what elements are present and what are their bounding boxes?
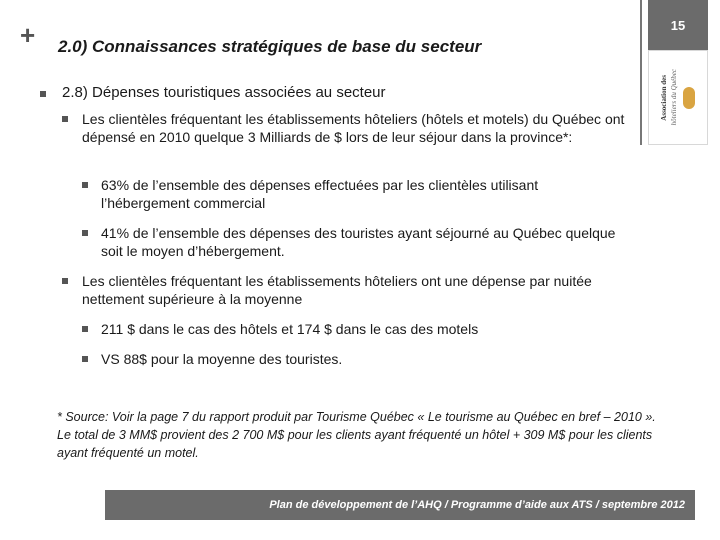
bullet-icon <box>82 230 88 236</box>
page-number <box>648 0 708 50</box>
sub-bullet-2-2: VS 88$ pour la moyenne des touristes. <box>101 351 343 367</box>
bullet-icon <box>62 116 68 122</box>
bullet-icon <box>82 356 88 362</box>
slide-title: 2.0) Connaissances stratégiques de base du secteur <box>58 37 482 56</box>
sub-bullet-1-2: 41% de l’ensemble des dépenses des touristes ayant séjourné au Québec quelque soit le moyen d’hébergement. <box>101 225 616 259</box>
bullet-icon <box>62 278 68 284</box>
footer-text: Plan de développement de l’AHQ / Programme d’aide aux ATS / septembre 2012 <box>269 499 685 511</box>
bullet-text-2: Les clientèles fréquentant les établissements hôteliers ont une dépense par nuitée nettement supérieure à la moyenne <box>82 273 592 307</box>
association-logo <box>648 50 708 145</box>
source-footnote: * Source: Voir la page 7 du rapport produit par Tourisme Québec « Le tourisme au Québec en bref – 2010 ». Le total de 3 MM$ provient des 2 700 M$ pour les clients ayant fréquenté un hôtel + 309 M$ pour les clients ayant fréquenté un motel. <box>57 410 656 460</box>
plus-icon: + <box>20 20 36 50</box>
page-number-label: 15 <box>670 17 686 33</box>
section-heading: 2.8) Dépenses touristiques associées au secteur <box>62 84 386 101</box>
header-divider <box>640 0 642 145</box>
bullet-icon <box>82 326 88 332</box>
footer-bar <box>105 490 695 520</box>
bullet-text-1: Les clientèles fréquentant les établissements hôteliers (hôtels et motels) du Québec ont dépensé en 2010 quelque 3 Milliards de $ lors de leur séjour dans la province*: <box>82 111 625 145</box>
bullet-icon <box>82 182 88 188</box>
sub-bullet-1-1: 63% de l’ensemble des dépenses effectuées par les clientèles utilisant l’hébergement commercial <box>101 177 539 211</box>
logo-text-1: Association des <box>660 74 669 121</box>
bullet-icon <box>40 91 46 97</box>
logo-mark-icon <box>683 87 695 109</box>
logo-text-2: hôteliers du Québec <box>670 69 678 126</box>
sub-bullet-2-1: 211 $ dans le cas des hôtels et 174 $ dans le cas des motels <box>101 321 479 337</box>
